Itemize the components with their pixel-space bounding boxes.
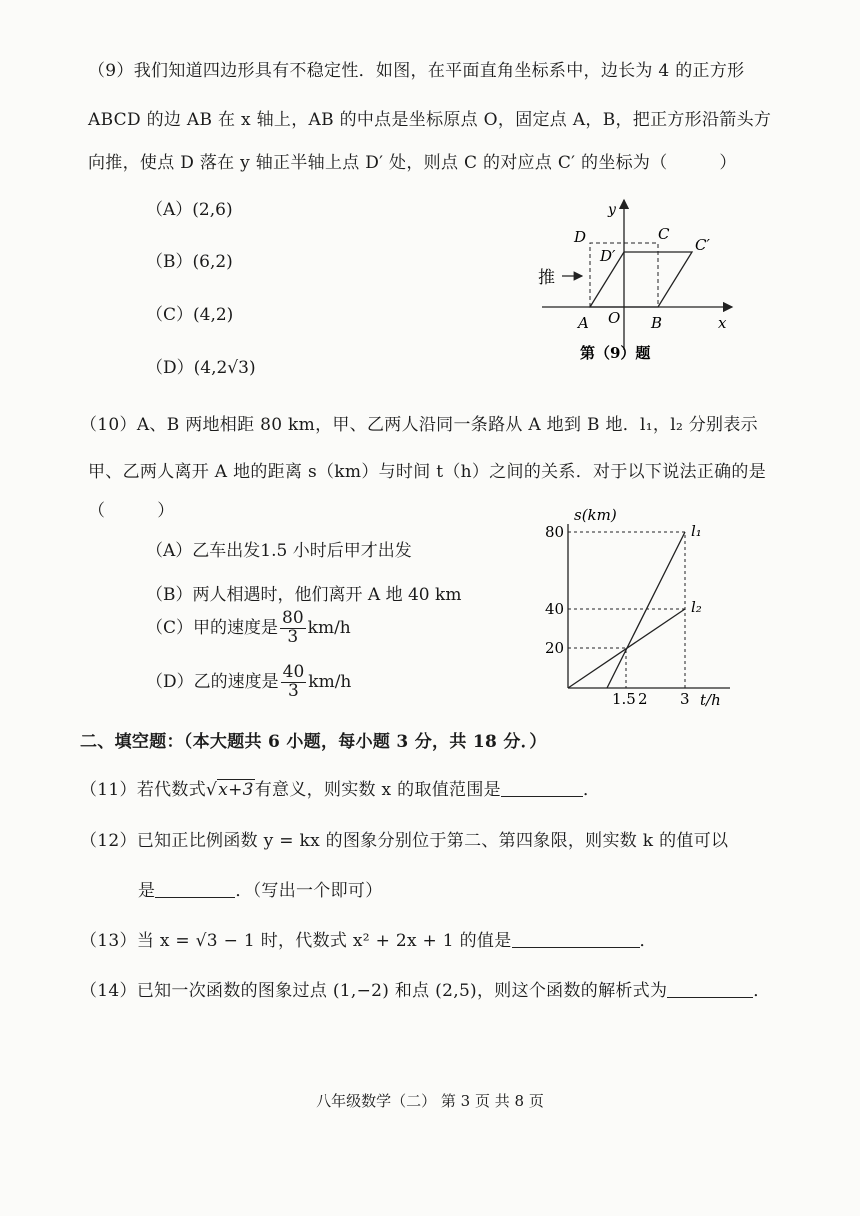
q10-option-c[interactable]: （C）甲的速度是 $\frac{80}{3}$ km/h	[146, 608, 351, 647]
line-l1	[607, 532, 685, 688]
t-axis-label: t/h	[700, 691, 721, 709]
label-O: O	[608, 309, 621, 327]
q10-line-1: （10）A、B 两地相距 80 km，甲、乙两人沿同一条路从 A 地到 B 地．l₁，l₂ 分别表示	[80, 415, 758, 435]
label-x: x	[718, 314, 727, 332]
xtick-3: 3	[680, 690, 690, 708]
sqrt-x-plus-3: x+3	[218, 780, 254, 800]
q12-line-1: （12）已知正比例函数 y = kx 的图象分别位于第二、第四象限，则实数 k 的值可以	[80, 831, 729, 851]
label-C: C	[658, 225, 670, 243]
q9-option-c[interactable]: （C）(4,2)	[146, 305, 234, 325]
s-axis-label: s(km)	[574, 506, 617, 524]
q9-option-b[interactable]: （B）(6,2)	[146, 252, 233, 272]
q9-caption: 第（9）题	[580, 344, 651, 362]
q10-option-b[interactable]: （B）两人相遇时，他们离开 A 地 40 km	[146, 585, 462, 605]
page-footer: 八年级数学（二） 第 3 页 共 8 页	[316, 1092, 544, 1110]
label-D: D	[574, 228, 587, 246]
q11: （11）若代数式√x+3有意义，则实数 x 的取值范围是 ．	[80, 780, 601, 800]
q13-answer-blank[interactable]	[512, 947, 640, 948]
ytick-20: 20	[545, 639, 565, 657]
fraction-40-3: $\frac{40}{3}$	[282, 662, 305, 701]
label-D-prime: D′	[600, 247, 616, 265]
q14: （14）已知一次函数的图象过点 (1,−2) 和点 (2,5)，则这个函数的解析式为 ．	[80, 981, 771, 1001]
l1-label: l₁	[691, 522, 702, 540]
xtick-2: 2	[638, 690, 648, 708]
q11-answer-blank[interactable]	[501, 796, 583, 797]
q9-line-3: 向推，使点 D 落在 y 轴正半轴上点 D′ 处，则点 C 的对应点 C′ 的坐标为（ ）	[88, 153, 737, 173]
label-B: B	[651, 314, 663, 332]
q9-option-a[interactable]: （A）(2,6)	[146, 200, 233, 220]
xtick-1-5: 1.5	[612, 690, 636, 708]
q9-figure	[520, 190, 750, 370]
q9-option-d[interactable]: （D）(4,2√3)	[146, 358, 256, 378]
q10-line-3: （ ）	[88, 501, 175, 521]
section-2-title: 二、填空题：（本大题共 6 小题，每小题 3 分，共 18 分．）	[80, 732, 547, 752]
q13: （13）当 x = √3 − 1 时，代数式 x² + 2x + 1 的值是 ．	[80, 931, 657, 951]
q12-line-2: 是 ．（写出一个即可）	[138, 881, 383, 901]
label-push: 推	[538, 268, 555, 288]
ytick-40: 40	[545, 600, 565, 618]
label-y: y	[608, 202, 616, 218]
q10-line-2: 甲、乙两人离开 A 地的距离 s（km）与时间 t（h）之间的关系．对于以下说法正确的是	[88, 462, 767, 482]
fraction-80-3: $\frac{80}{3}$	[282, 608, 304, 647]
q10-graph	[530, 500, 750, 715]
q14-answer-blank[interactable]	[667, 997, 753, 998]
label-C-prime: C′	[695, 236, 710, 254]
label-A: A	[578, 314, 589, 332]
q10-option-d[interactable]: （D）乙的速度是 $\frac{40}{3}$ km/h	[146, 662, 352, 701]
q10-option-a[interactable]: （A）乙车出发1.5 小时后甲才出发	[146, 541, 412, 561]
l2-label: l₂	[691, 598, 702, 616]
q9-line-2: ABCD 的边 AB 在 x 轴上，AB 的中点是坐标原点 O，固定点 A，B，把正方形沿箭头方	[88, 110, 772, 130]
q9-line-1: （9）我们知道四边形具有不稳定性．如图，在平面直角坐标系中，边长为 4 的正方形	[88, 61, 745, 81]
ytick-80: 80	[545, 523, 565, 541]
q12-answer-blank[interactable]	[155, 897, 235, 898]
